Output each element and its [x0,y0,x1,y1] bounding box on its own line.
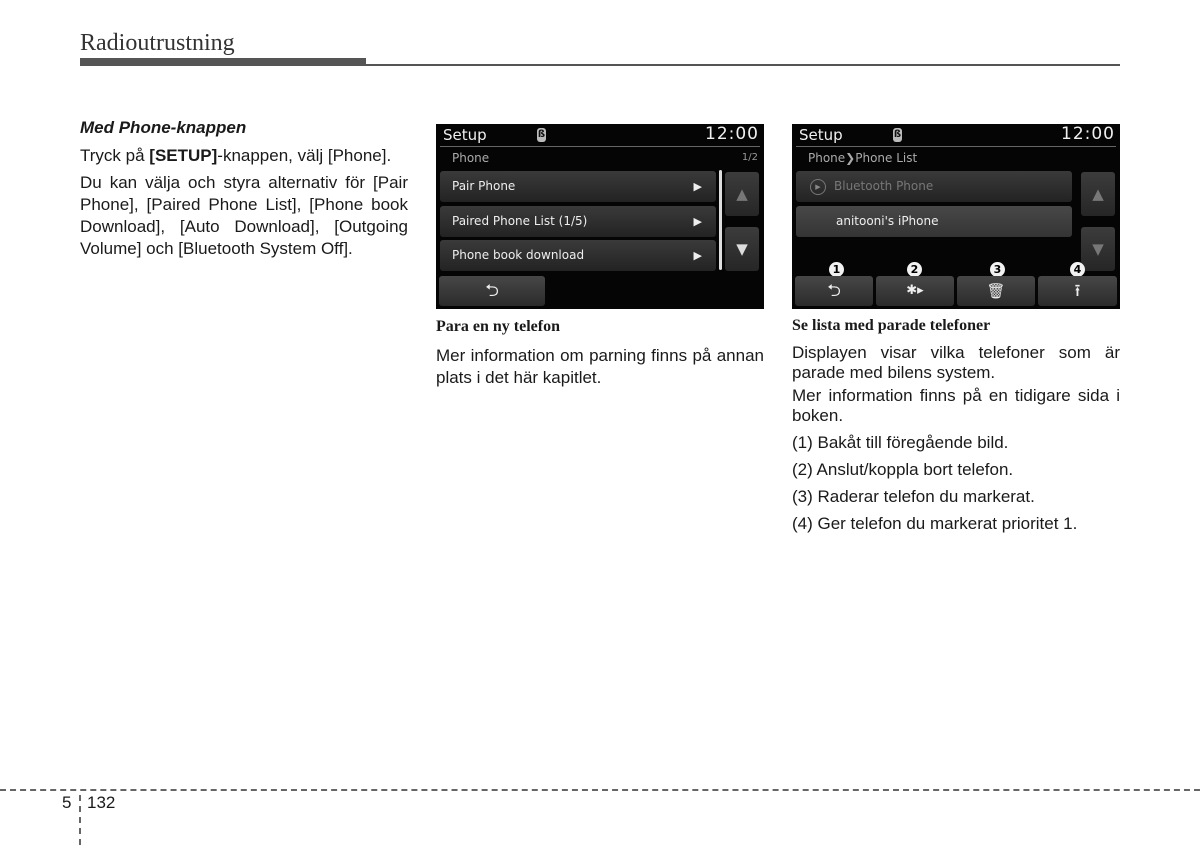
callout-1: 1 [829,262,844,277]
menu-item-phone-book-download[interactable] [440,240,716,271]
play-icon: ▶ [810,179,826,195]
right-column [792,310,1120,541]
scrollbar[interactable] [719,170,722,270]
menu-item-pair-phone[interactable] [440,171,716,202]
phone-list-screen [792,124,1120,309]
scroll-down-button[interactable]: ▼ [725,227,759,271]
back-icon: ⮌ [827,281,841,301]
figure-caption: Se lista med parade telefoner [792,317,991,334]
callout-3: 3 [990,262,1005,277]
breadcrumb: Phone❯Phone List [808,151,918,165]
section-number: 5 [62,793,72,812]
menu-item-label: Paired Phone List (1/5) [452,214,588,228]
page-number: 132 [87,793,116,812]
callout-4: 4 [1070,262,1085,277]
bluetooth-icon: ß [893,129,902,140]
left-column [80,117,408,265]
page-indicator: 1/2 [741,152,758,163]
scroll-up-button[interactable]: ▲ [1081,172,1115,216]
screen-clock: 12:00 [1061,124,1115,144]
footer-rule [0,789,1200,791]
list-item-label: anitooni's iPhone [836,214,939,228]
right-paragraph-2: Mer information finns på en tidigare sida i boken. [792,386,1120,425]
screen-divider [796,146,1116,147]
header-rule [366,64,1120,66]
screen-divider [440,146,760,147]
arrow-right-icon: ▶ [693,249,702,262]
callout-2: 2 [907,262,922,277]
list-item: (4) Ger telefon du markerat prioritet 1. [792,514,1078,533]
screen-subtitle: Phone [452,151,490,165]
list-item-bluetooth-phone[interactable] [796,171,1072,202]
list-item-label: Bluetooth Phone [834,179,934,193]
bluetooth-icon: ß [537,129,546,140]
scroll-down-button[interactable]: ▼ [1081,227,1115,271]
middle-column [436,310,764,394]
back-icon: ⮌ [485,281,499,301]
phone-setup-screen [436,124,764,309]
menu-item-label: Pair Phone [452,179,516,193]
priority-icon: ⭱ [1074,281,1081,301]
arrow-right-icon: ▶ [693,180,702,193]
setup-key-label: [SETUP] [149,146,218,165]
delete-button[interactable] [957,276,1035,306]
bluetooth-connect-icon: ✱▸ [906,283,924,298]
back-button[interactable] [795,276,873,306]
instruction-post: -knappen, välj [Phone]. [217,146,392,165]
arrow-right-icon: ▶ [693,215,702,228]
page-header-title: Radioutrustning [80,30,235,56]
section-subheading: Med Phone-knappen [80,118,247,137]
middle-paragraph: Mer information om parning finns på annan plats i det här kapitlet. [436,346,764,387]
list-item: (2) Anslut/koppla bort telefon. [792,460,1014,479]
list-item-phone[interactable] [796,206,1072,237]
screen-title: Setup [799,126,843,144]
figure-caption: Para en ny telefon [436,318,560,335]
right-paragraph-1: Displayen visar vilka telefoner som är parade med bilens system. [792,343,1120,382]
list-item: (3) Raderar telefon du markerat. [792,487,1035,506]
trash-icon: 🗑 [986,282,1006,300]
connect-disconnect-button[interactable] [876,276,954,306]
instruction-pre: Tryck på [80,146,150,165]
list-item: (1) Bakåt till föregående bild. [792,433,1009,452]
scroll-up-button[interactable]: ▲ [725,172,759,216]
screen-clock: 12:00 [705,124,759,144]
screen-title: Setup [443,126,487,144]
back-button[interactable] [439,276,545,306]
menu-item-paired-phone-list[interactable] [440,206,716,237]
options-paragraph: Du kan välja och styra alternativ för [Pair Phone], [Paired Phone List], [Phone book Download], [Auto Download], [Outgoing Volume] och [Bluetooth System Off]. [80,173,408,258]
set-priority-button[interactable] [1038,276,1117,306]
footer-divider [79,795,81,845]
header-bar [80,58,366,66]
menu-item-label: Phone book download [452,248,585,262]
instruction-paragraph [80,145,408,167]
